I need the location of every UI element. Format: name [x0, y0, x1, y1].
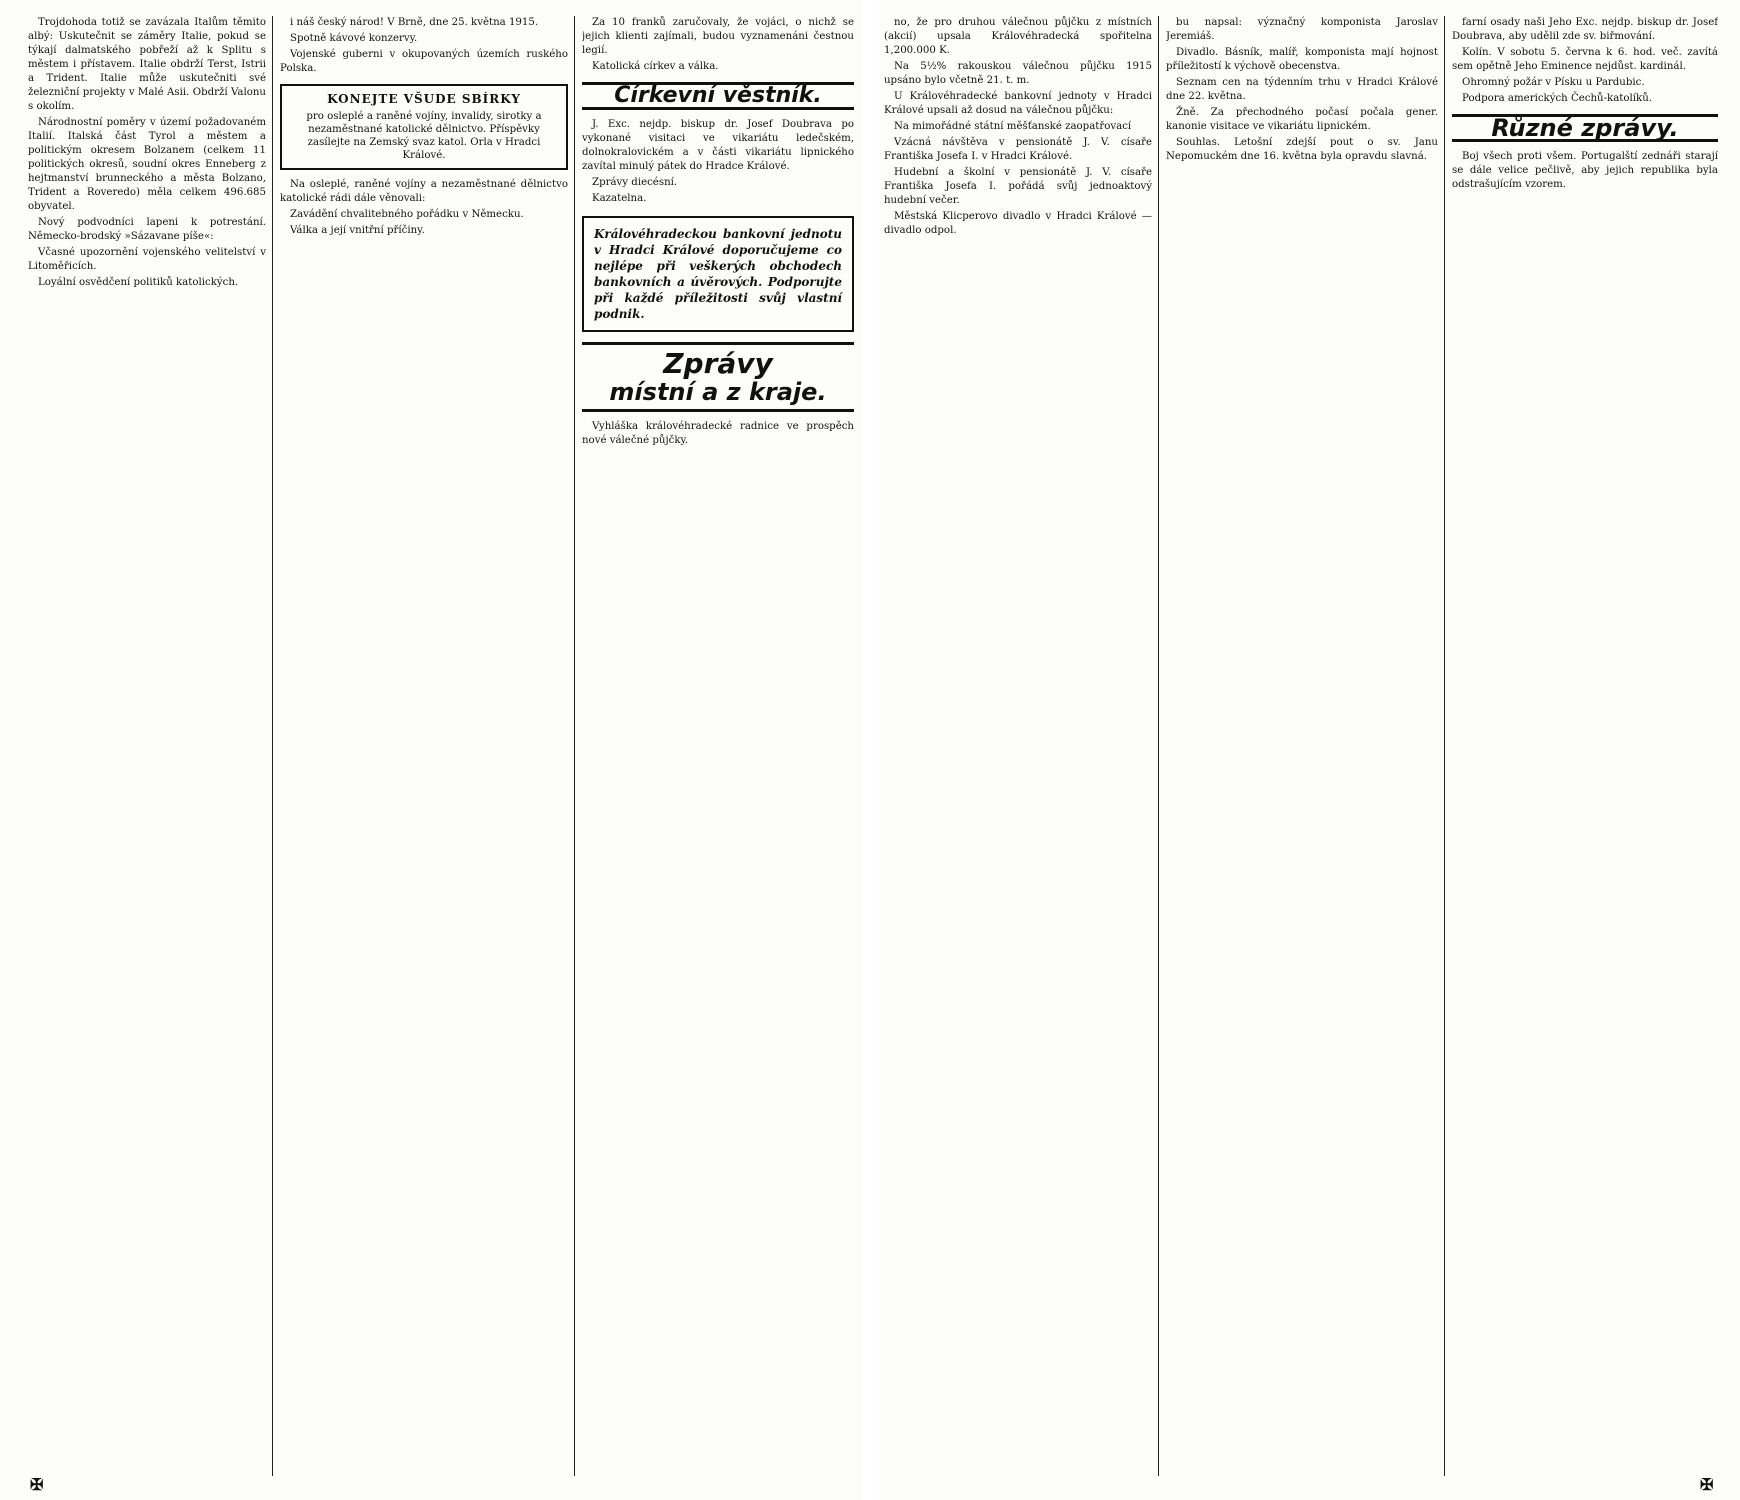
article-paragraph: Divadlo. Básník, malíř, komponista mají hojnost příležitostí k výchově obecenstva.	[1166, 47, 1438, 72]
section-heading-zpravy	[582, 342, 854, 412]
article-paragraph: Žně. Za přechodného počasí počala gener. kanonie visitace ve vikariátu lipnickém.	[1166, 107, 1438, 132]
article-paragraph: Kazatelna.	[592, 193, 647, 204]
article-paragraph: Na 5½% rakouskou válečnou půjčku 1915 upsáno bylo včetně 21. t. m.	[884, 61, 1152, 86]
article-paragraph: J. Exc. nejdp. biskup dr. Josef Doubrava po vykonané visitaci ve vikariátu ledečském, dolnokralovickém a v části vikariátu lipnického zavítal minulý pátek do Hradce Králové.	[582, 119, 854, 172]
article-paragraph: Trojdohoda totiž se zavázala Italům těmito albý: Uskutečnit se záměry Italie, pokud se týkají dalmatského pobřeží až k Splitu s městem i přístavem. Italie obdrží Terst, Istrii a Trident. Italie může uskutečniti své železniční projekty v Malé Asii. Obdrží Valonu s okolím.	[28, 17, 266, 112]
section-heading-ruzne-zpravy: Různé zprávy.	[1452, 114, 1718, 142]
article-paragraph: Vyhláška královéhradecké radnice ve prospěch nové válečné půjčky.	[582, 421, 854, 446]
collection-notice-title: KONEJTE VŠUDE SBÍRKY	[327, 92, 521, 106]
article-paragraph: Na osleplé, raněné vojíny a nezaměstnané dělnictvo katolické rádi dále věnovali:	[280, 179, 568, 204]
column-rule	[574, 16, 575, 1476]
article-paragraph: Vzácná návštěva v pensionátě J. V. císaře Františka Josefa I. v Hradci Králové.	[884, 137, 1152, 162]
page-gutter	[862, 0, 878, 1500]
column-5	[1166, 16, 1438, 1476]
article-paragraph: Seznam cen na týdenním trhu v Hradci Králové dne 22. května.	[1166, 77, 1438, 102]
column-rule	[1158, 16, 1159, 1476]
column-rule	[1444, 16, 1445, 1476]
column-rule	[272, 16, 273, 1476]
article-paragraph: Ohromný požár v Písku u Pardubic.	[1462, 77, 1645, 88]
article-paragraph: Vojenské guberni v okupovaných územích ruského Polska.	[280, 49, 568, 74]
column-3	[582, 16, 854, 1476]
article-paragraph: Loyální osvědčení politiků katolických.	[38, 277, 239, 288]
article-paragraph: Kolín. V sobotu 5. června k 6. hod. več. zavítá sem opětně Jeho Eminence nejdůst. kardinál.	[1452, 47, 1718, 72]
bank-advertisement: Královéhradeckou bankovní jednotu v Hradci Králové doporučujeme co nejlépe při veškerých obchodech bankovních a úvěrových. Podporujte při každé příležitosti svůj vlastní podnik.	[582, 216, 854, 332]
collection-notice-text: pro osleplé a raněné vojíny, invalidy, sirotky a nezaměstnané katolické dělnictvo. Příspěvky zasílejte na Zemský svaz katol. Orla v Hradci Králové.	[306, 111, 542, 161]
article-paragraph: Nový podvodníci lapeni k potrestání. Německo-brodský »Sázavane píše«:	[28, 217, 266, 242]
section-heading-line-2: místní a z kraje.	[609, 378, 827, 406]
column-1	[28, 16, 266, 1476]
page-corner-mark-right: ✠	[1700, 1475, 1714, 1494]
article-paragraph: Zprávy diecésní.	[592, 177, 678, 188]
article-paragraph: Boj všech proti všem. Portugalští zednáři starají se dále velice pečlivě, aby jejich republika byla odstrašujícím vzorem.	[1452, 151, 1718, 190]
article-paragraph: farní osady naši Jeho Exc. nejdp. biskup dr. Josef Doubrava, aby udělil zde sv. biřmování.	[1452, 17, 1718, 42]
article-paragraph: no, že pro druhou válečnou půjčku z místních (akcií) upsala Královéhradecká spořitelna 1,200.000 K.	[884, 17, 1152, 56]
article-paragraph: Souhlas. Letošní zdejší pout o sv. Janu Nepomuckém dne 16. května byla opravdu slavná.	[1166, 137, 1438, 162]
article-paragraph: Zavádění chvalitebného pořádku v Německu.	[290, 209, 524, 220]
article-paragraph: Na mimořádné státní měšťanské zaopatřovací	[894, 121, 1132, 132]
article-paragraph: Národnostní poměry v území požadovaném Italií. Italská část Tyrol a městem a politickým okresem Bolzanem (celkem 11 politických okresů, soudní okres Enneberg z hejtmanství brunneckého a města Bolzano, Trident a Roveredo) měla celkem 496.685 obyvatel.	[28, 117, 266, 212]
article-paragraph: bu napsal: význačný komponista Jaroslav Jeremiáš.	[1166, 17, 1438, 42]
section-heading-cirkevni-vestnik: Církevní věstník.	[582, 82, 854, 110]
article-paragraph: Včasné upozornění vojenského velitelství v Litoměřicích.	[28, 247, 266, 272]
section-heading-line-1: Zprávy	[663, 347, 773, 380]
article-paragraph: Městská Klicperovo divadlo v Hradci Králové — divadlo odpol.	[884, 211, 1152, 236]
collection-notice-box	[280, 84, 568, 170]
article-paragraph: Podpora amerických Čechů-katolíků.	[1462, 93, 1653, 104]
article-paragraph: Za 10 franků zaručovaly, že vojáci, o nichž se jejich klienti zajímali, budou vyznamenáni čestnou legií.	[582, 17, 854, 56]
column-4	[884, 16, 1152, 1476]
article-paragraph: Hudební a školní v pensionátě J. V. císaře Františka Josefa I. pořádá svůj jednoaktový hudební večer.	[884, 167, 1152, 206]
page-corner-mark-left: ✠	[30, 1475, 44, 1494]
column-6	[1452, 16, 1718, 1476]
article-paragraph: U Královéhradecké bankovní jednoty v Hradci Králové upsali až dosud na válečnou půjčku:	[884, 91, 1152, 116]
article-paragraph: Spotně kávové konzervy.	[290, 33, 418, 44]
article-paragraph: Válka a její vnitřní příčiny.	[290, 225, 425, 236]
article-paragraph: i náš český národ! V Brně, dne 25. května 1915.	[290, 17, 539, 28]
article-paragraph: Katolická církev a válka.	[592, 61, 719, 72]
column-2	[280, 16, 568, 1476]
